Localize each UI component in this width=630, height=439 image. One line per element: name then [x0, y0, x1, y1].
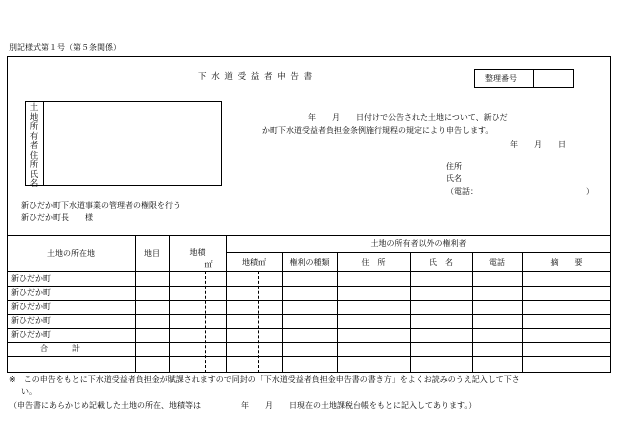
- sub-address-header: 住 所: [361, 258, 386, 267]
- ref-number-box: [474, 69, 574, 88]
- group-other-rights-header: 土地の所有者以外の権利者: [370, 239, 467, 248]
- address-label: 住所: [446, 162, 462, 171]
- addressee-line2: 新ひだか町長 様: [21, 213, 93, 222]
- phone-label: （電話： ）: [446, 187, 594, 196]
- sub-remarks-header: 摘 要: [550, 258, 583, 267]
- col-location-header: 土地の所在地: [47, 249, 95, 258]
- table-row: 新ひだか町: [11, 302, 51, 311]
- note2: （申告書にあらかじめ記載した土地の所在、地積等は 年 月 日現在の土地課税台帳をもとに記入してあります。）: [9, 401, 477, 410]
- date-label: 年 月 日: [510, 140, 566, 149]
- col-area-unit: ㎡: [204, 260, 213, 269]
- notice-line1: 年 月 日付けで公告された土地について、新ひだ: [308, 113, 508, 122]
- table-row: 新ひだか町: [11, 316, 51, 325]
- sub-right-type-header: 権利の種類: [289, 258, 330, 267]
- form-title: 下 水 道 受 益 者 申 告 書: [198, 72, 314, 82]
- name-label: 氏名: [446, 174, 462, 183]
- sub-area-header: 地積㎡: [242, 258, 266, 267]
- table-row: 新ひだか町: [11, 288, 51, 297]
- applicant-label: 土 地 所 有 者 住 所 氏 名: [29, 103, 39, 190]
- total-label: 合 計: [40, 344, 80, 353]
- table-row: 新ひだか町: [11, 330, 51, 339]
- col-category-header: 地目: [144, 249, 160, 258]
- notice-line2: か町下水道受益者負担金条例施行規程の規定により申告します。: [262, 126, 494, 135]
- ref-number-label: 整理番号: [485, 74, 517, 83]
- applicant-field[interactable]: [45, 103, 219, 184]
- note1-line2: い。: [21, 387, 37, 396]
- col-area-header: 地積: [189, 248, 206, 257]
- note1-line1: ※ この申告をもとに下水道受益者負担金が賦課されますので同封の「下水道受益者負担金申告書の書き方」をよくお読みのうえ記入して下さ: [9, 375, 520, 384]
- sub-name-header: 氏 名: [429, 258, 453, 267]
- applicant-box: [25, 101, 222, 190]
- table-row: 新ひだか町: [11, 274, 51, 283]
- form-label: 別記様式第１号（第５条関係）: [9, 43, 121, 52]
- sub-phone-header: 電話: [489, 258, 505, 267]
- addressee-line1: 新ひだか町下水道事業の管理者の権限を行う: [21, 201, 181, 210]
